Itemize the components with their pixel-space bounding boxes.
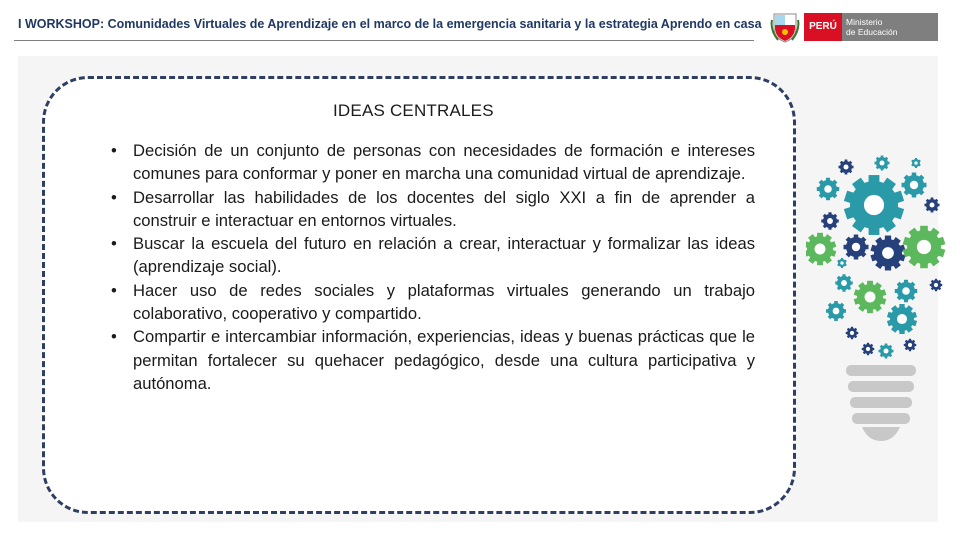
gear-icon	[930, 279, 942, 291]
bullet-item: • Hacer uso de redes sociales y plataformas virtuales generando un trabajo colaborativo, cooperativo y compartido.	[109, 279, 755, 326]
gear-icon	[911, 158, 921, 168]
gear-icon	[835, 274, 852, 291]
ideas-card	[42, 76, 796, 514]
gear-icon	[806, 233, 836, 265]
ministry-logo	[770, 10, 940, 44]
bullet-item: • Compartir e intercambiar información, experiencias, ideas y buenas prácticas que le permitan fortalecer su quehacer pedagógico, desde una cultura participativa y autónoma.	[109, 325, 755, 395]
gear-icon	[839, 160, 854, 175]
gear-icon	[826, 301, 846, 321]
bullet-list	[109, 139, 755, 395]
header-title: I WORKSHOP: Comunidades Virtuales de Aprendizaje en el marco de la emergencia sanitaria y la estrategia Aprendo en casa	[18, 17, 762, 31]
gear-icon	[844, 235, 869, 260]
peru-label: PERÚ	[809, 21, 837, 32]
gear-icon	[903, 226, 946, 268]
peru-badge	[804, 13, 842, 41]
gear-lightbulb-icon	[806, 155, 956, 443]
bulb-base-segment	[852, 413, 910, 424]
gear-icon	[895, 280, 917, 302]
ministry-line-1: Ministerio	[846, 17, 883, 27]
gear-icon	[875, 156, 890, 171]
gear-icon	[879, 344, 894, 359]
bullet-item: • Desarrollar las habilidades de los docentes del siglo XXI a fin de aprender a construir e interactuar en entornos virtuales.	[109, 186, 755, 233]
bulb-base-segment	[850, 397, 912, 408]
gear-icon	[870, 236, 905, 271]
gear-icon	[846, 327, 858, 339]
ministry-badge	[842, 13, 938, 41]
gear-icon	[862, 343, 874, 355]
bullet-item: • Buscar la escuela del futuro en relación a crear, interactuar y formalizar las ideas (aprendizaje social).	[109, 232, 755, 279]
bulb-base-segment	[848, 381, 914, 392]
peru-coat-of-arms-icon	[770, 10, 800, 44]
gear-icon	[902, 173, 927, 198]
gear-icon	[817, 178, 839, 200]
card-title: IDEAS CENTRALES	[333, 101, 494, 120]
ministry-line-2: de Educación	[846, 27, 898, 37]
gear-icon	[837, 258, 847, 268]
gear-icon	[854, 281, 887, 313]
gear-icon	[887, 304, 917, 334]
gear-icon	[904, 339, 916, 351]
gear-icon	[925, 198, 940, 213]
bulb-base-segment	[846, 365, 916, 376]
header-divider	[14, 40, 754, 41]
bullet-item: • Decisión de un conjunto de personas con necesidades de formación e intereses comunes para conformar y poner en marcha una comunidad virtual de aprendizaje.	[109, 139, 755, 186]
bulb-tip	[862, 427, 900, 441]
gear-icon	[844, 175, 904, 235]
gear-icon	[821, 212, 838, 229]
